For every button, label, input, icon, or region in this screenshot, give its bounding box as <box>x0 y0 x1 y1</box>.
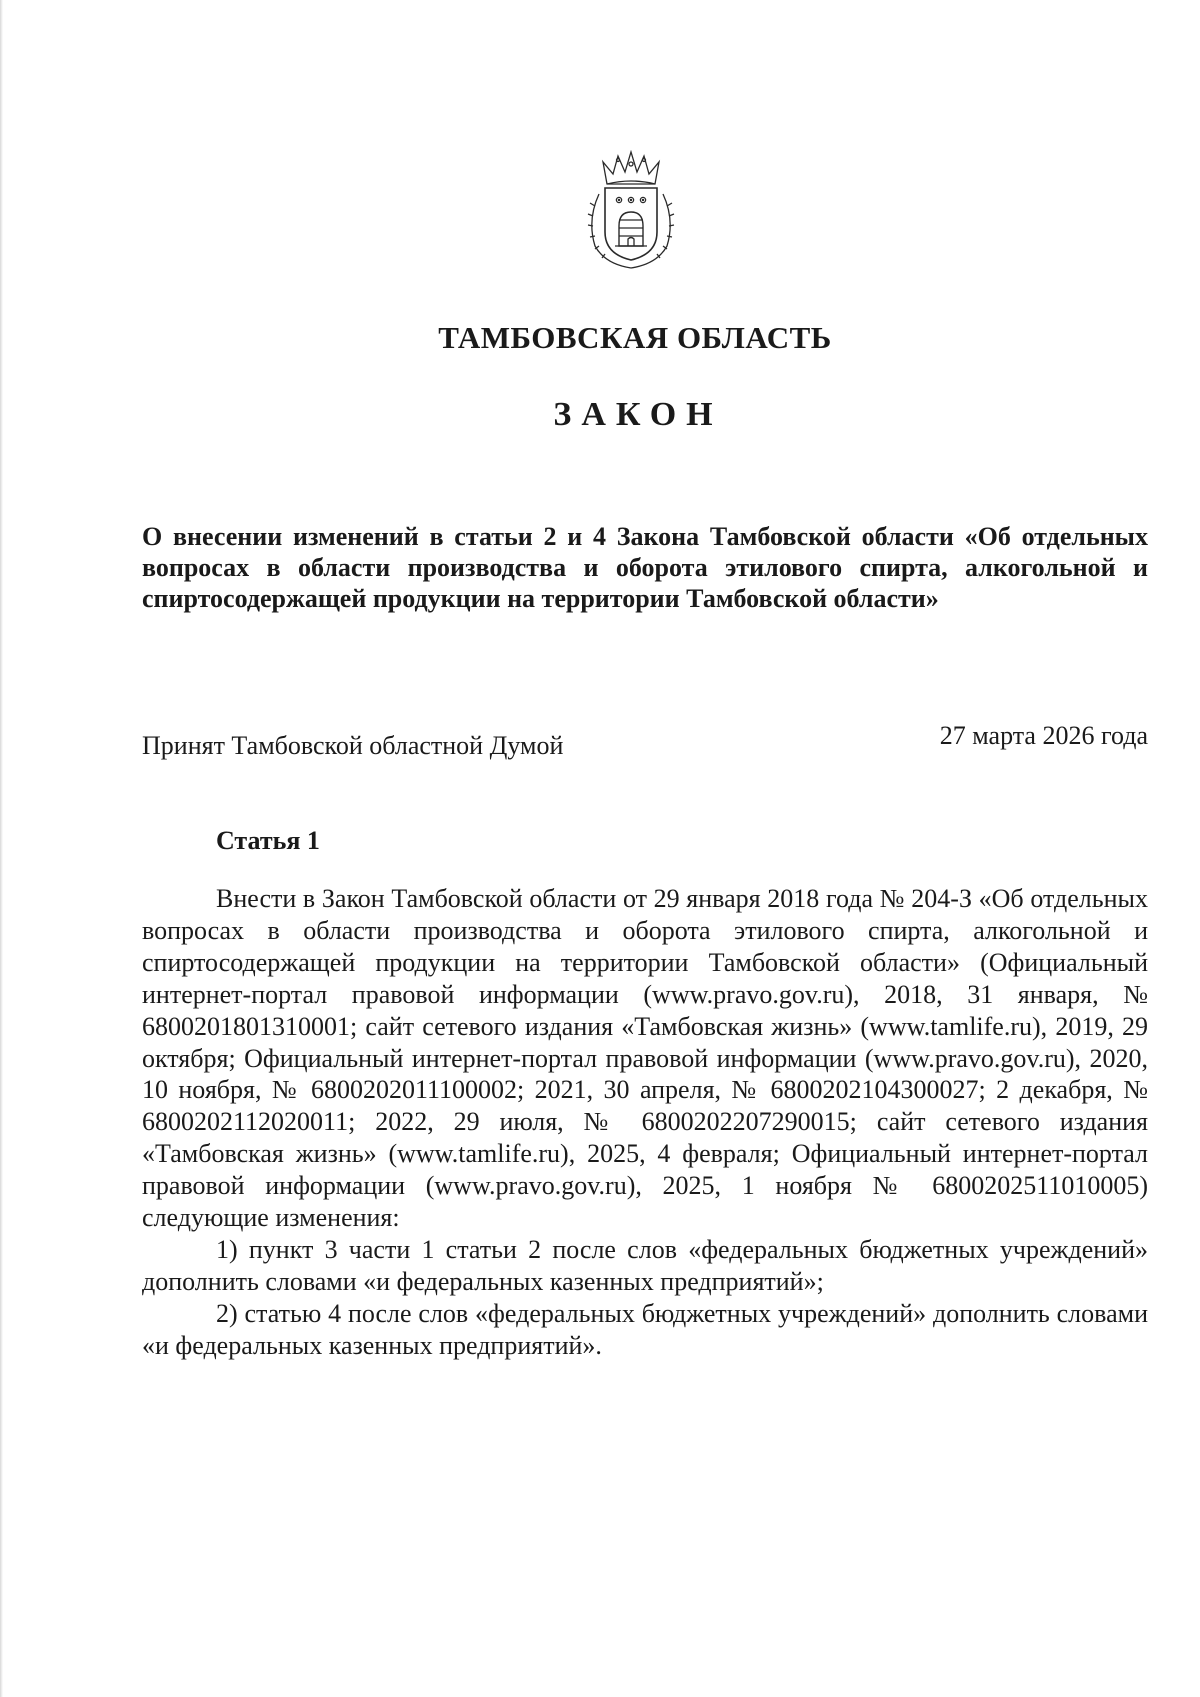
law-title: О внесении изменений в статьи 2 и 4 Закона Тамбовской области «Об отдельных вопросах в области производства и оборота этилового спирта, алкогольной и спиртосодержащей продукции на территории Тамбовской области» <box>142 522 1148 613</box>
article-intro-paragraph: Внести в Закон Тамбовской области от 29 января 2018 года № 204-З «Об отдельных вопросах в области производства и оборота этилового спирта, алкогольной и спиртосодержащей продукции на территории Тамбовской области» (Официальный интернет-портал правовой информации (www.pravo.gov.ru), 2018, 31 января, № 6800201801310001; сайт сетевого издания «Тамбовская жизнь» (www.tamlife.ru), 2019, 29 октября; Официальный интернет-портал правовой информации (www.pravo.gov.ru), 2020, 10 ноября, № 6800202011100002; 2021, 30 апреля, № 6800202104300027; 2 декабря, № 6800202112020011; 2022, 29 июля, № 6800202207290015; сайт сетевого издания «Тамбовская жизнь» (www.tamlife.ru), 2025, 4 февраля; Официальный интернет-портал правовой информации (www.pravo.gov.ru), 2025, 1 ноября № 6800202511010005) следующие изменения: <box>142 884 1148 1233</box>
scan-edge <box>0 0 3 1697</box>
region-name: ТАМБОВСКАЯ ОБЛАСТЬ <box>438 320 832 355</box>
document-type: ЗАКОН <box>553 396 723 433</box>
amendment-item-1: 1) пункт 3 части 1 статьи 2 после слов «федеральных бюджетных учреждений» дополнить словами «и федеральных казенных предприятий»; <box>142 1234 1148 1296</box>
adopted-by: Принят Тамбовской областной Думой <box>142 731 564 760</box>
adoption-date: 27 марта 2026 года <box>939 721 1148 750</box>
amendment-item-2: 2) статью 4 после слов «федеральных бюджетных учреждений» дополнить словами «и федеральных казенных предприятий». <box>142 1298 1148 1360</box>
coat-of-arms-icon <box>585 150 677 272</box>
article-heading: Статья 1 <box>216 826 320 855</box>
article-body <box>142 883 1148 1362</box>
